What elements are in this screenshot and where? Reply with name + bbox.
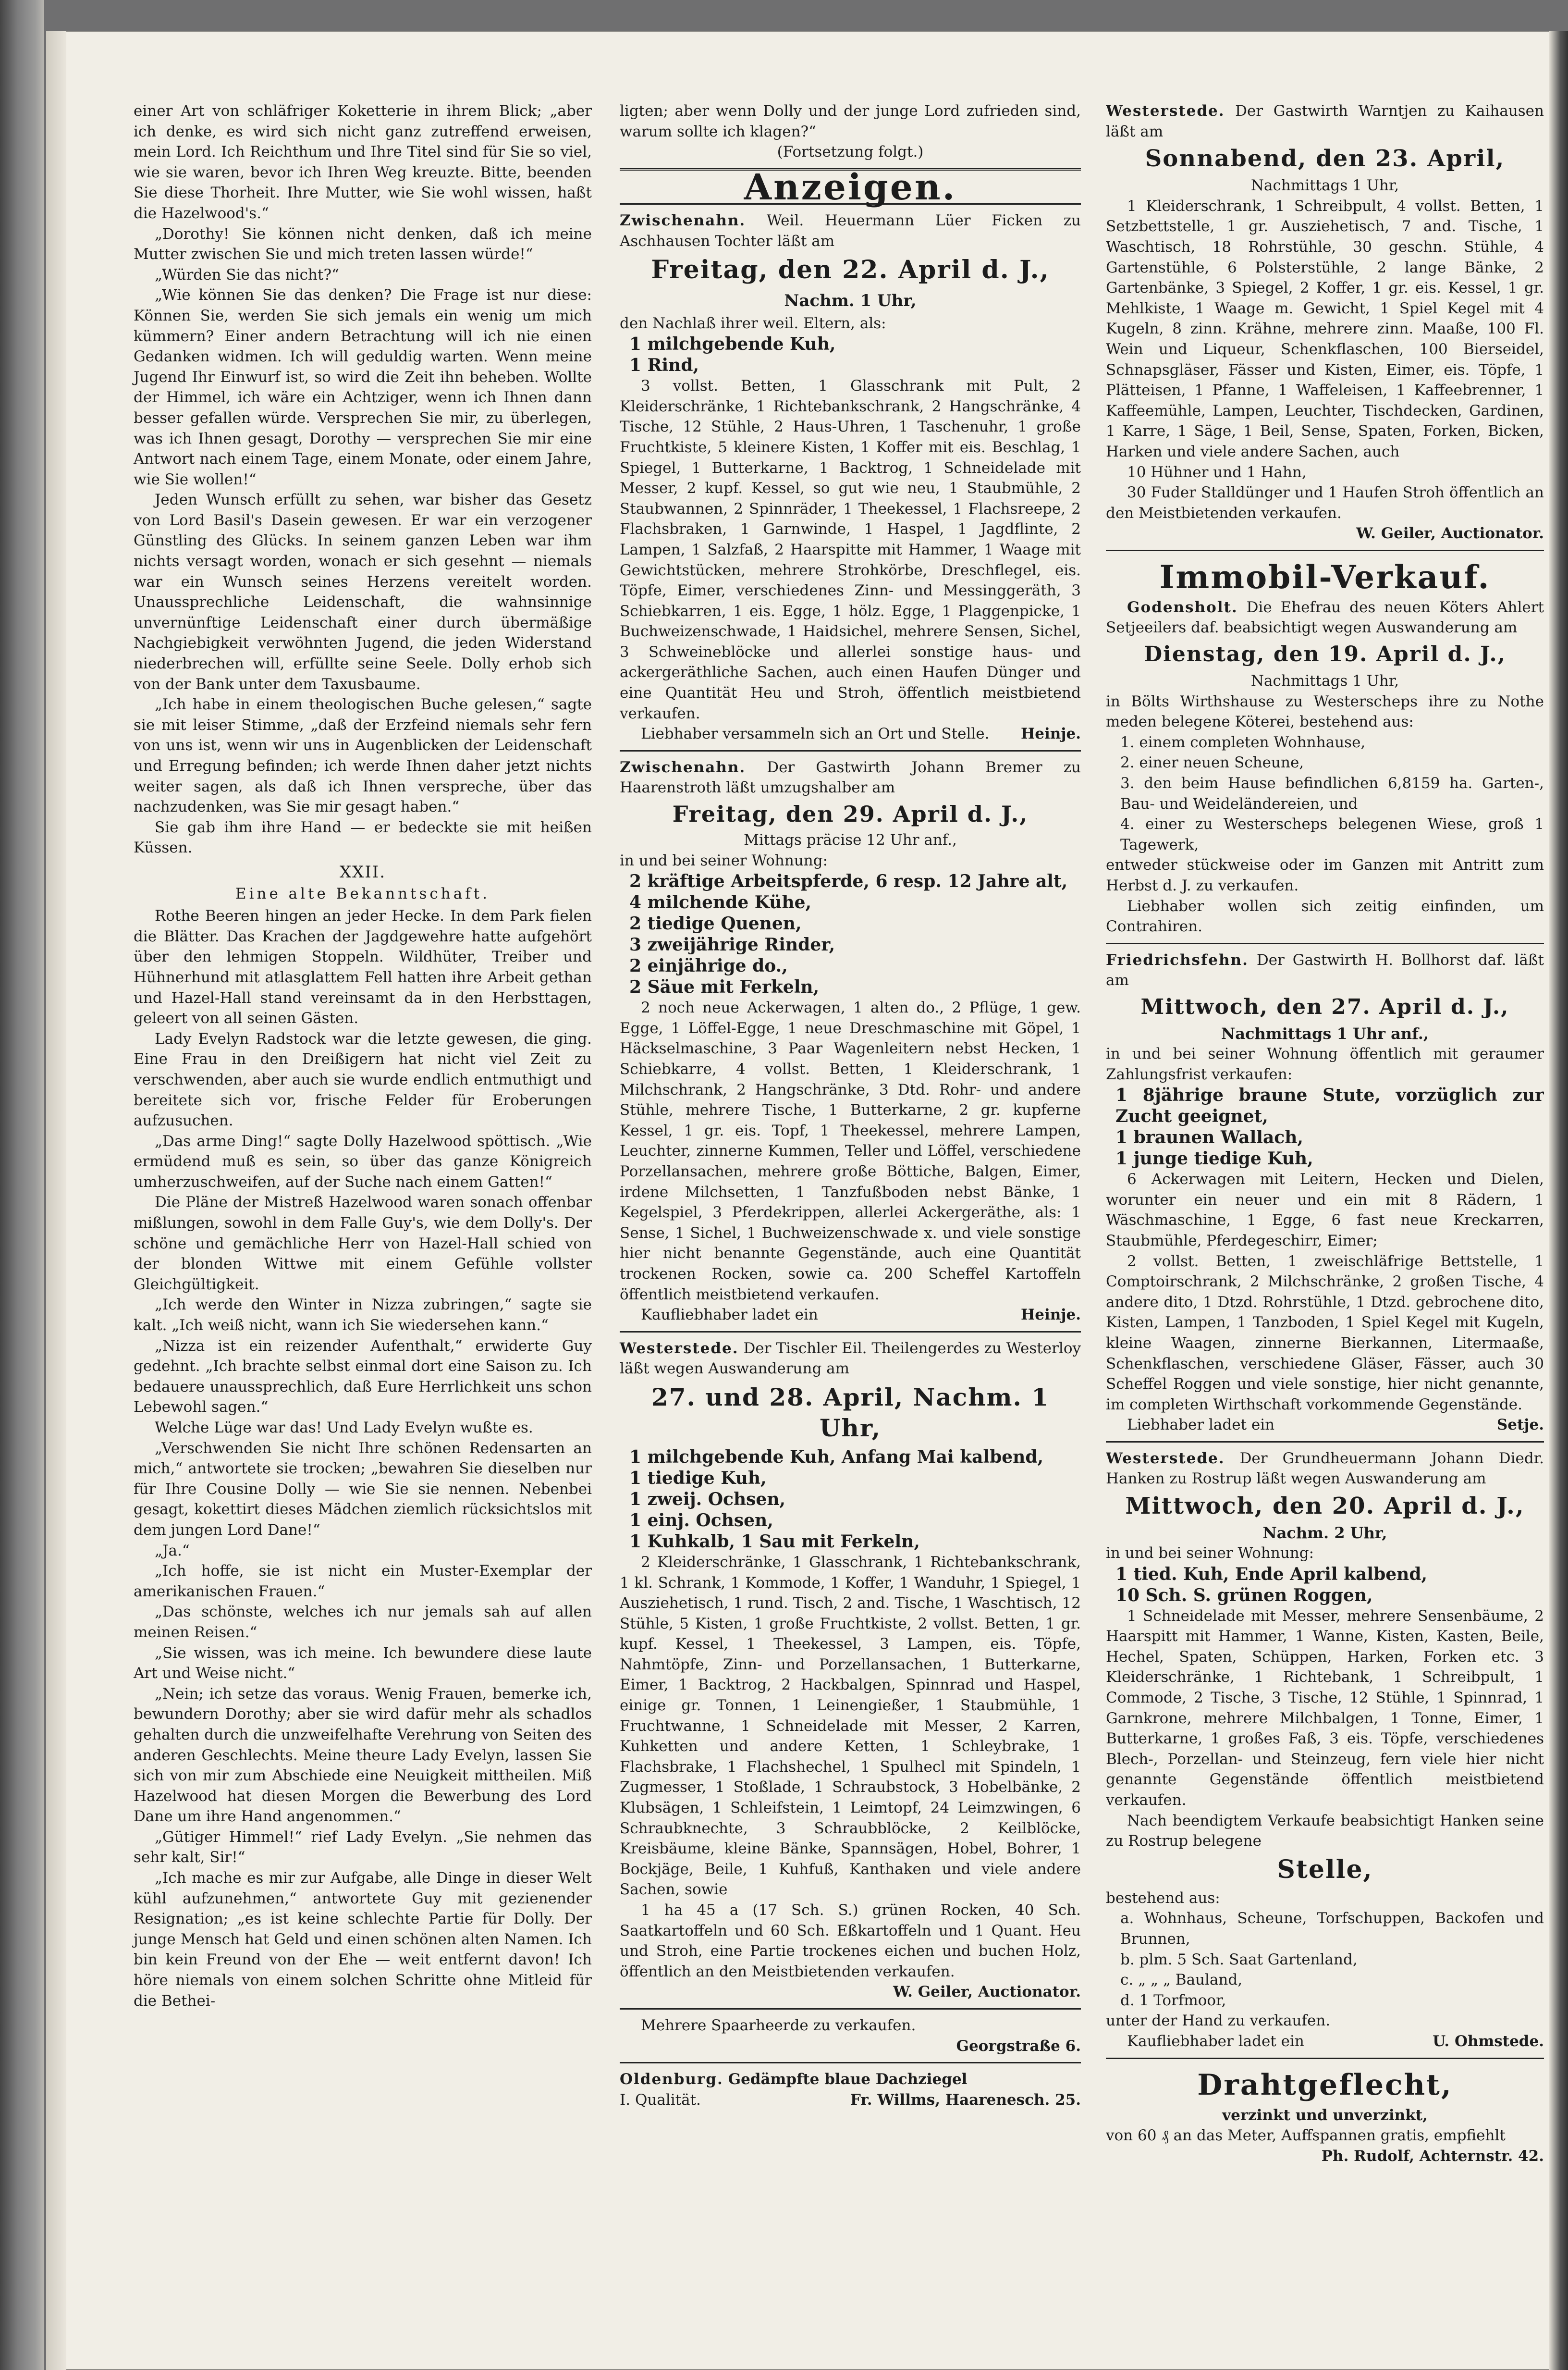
divider bbox=[620, 2008, 1081, 2010]
ad-intro: Weil. Heuermann Lüer Ficken zu Aschhausen Tochter läßt am bbox=[620, 212, 1081, 250]
ad-quality: I. Qualität. bbox=[620, 2091, 701, 2109]
story-paragraph: Jeden Wunsch erfüllt zu sehen, war bisher das Gesetz von Lord Basil's Dasein gewesen. Er war ein verzogener Günstling des Glücks. In seinem ganzen Leben war ihm nichts versagt worden, wonach er sich gesehnt — niemals war ein Wunsch seines Herzens vereitelt worden. Unaussprechliche Leidenschaft, die wahnsinnige unvernünftige Leidenschaft einer durch übermäßige Nachgiebigkeit verwöhnten Jugend, die jeden Widerstand niederbrechen will, erfüllte seine Seele. Dolly erhob sich von der Bank unter dem Taxusbaume. bbox=[134, 491, 592, 693]
story-paragraph: „Nizza ist ein reizender Aufenthalt,“ erwiderte Guy gedehnt. „Ich brachte selbst einmal dort eine Saison zu. Ich bedauere unaussprechlich, daß Eure Herrlichkeit uns schon Lebewohl sagen.“ bbox=[134, 1337, 592, 1416]
ad-item: 1 junge tiedige Kuh, bbox=[1115, 1148, 1313, 1169]
continued-note: (Fortsetzung folgt.) bbox=[777, 143, 924, 161]
ad-date: Freitag, den 29. April d. J., bbox=[672, 801, 1029, 827]
ad-closing: Liebhaber ladet ein bbox=[1127, 1416, 1275, 1434]
ad-intro: Der Gastwirth H. Bollhorst daf. läßt am bbox=[1106, 951, 1544, 989]
divider bbox=[620, 750, 1081, 752]
divider bbox=[620, 1331, 1081, 1333]
ad-friedrichsfehn-bollhorst bbox=[1106, 950, 1544, 1435]
ad-closing: Kaufliebhaber ladet ein bbox=[1127, 2032, 1304, 2050]
ad-place: Westerstede. bbox=[620, 1339, 739, 1357]
story-paragraph: Sie gab ihm ihre Hand — er bedeckte sie mit heißen Küssen. bbox=[134, 818, 592, 857]
list-item: d. 1 Torfmoor, bbox=[1120, 1991, 1226, 2009]
ad-date: 27. und 28. April, Nachm. 1 Uhr, bbox=[651, 1382, 1050, 1442]
ad-date: Dienstag, den 19. April d. J., bbox=[1143, 642, 1507, 667]
ad-date: Mittwoch, den 20. April d. J., bbox=[1125, 1493, 1525, 1520]
ad-body: 30 Fuder Stalldünger und 1 Haufen Stroh öffentlich an den Meistbietenden verkaufen. bbox=[1106, 484, 1544, 522]
story-paragraph: „Ich mache es mir zur Aufgabe, alle Dinge in dieser Welt kühl aufzunehmen,“ antwortete Guy mit gezienender Resignation; „es ist keine schlechte Partie für Dolly. Der junge Mensch hat Geld und einen schönen alten Namen. Ich bin kein Freund von der Ehe — weit entfernt davon! Ich höre niemals von einem solchen Schritte ohne Mitleid für die Bethei- bbox=[134, 1869, 592, 2010]
page-edge-right bbox=[1549, 31, 1568, 2370]
list-item: b. plm. 5 Sch. Saat Gartenland, bbox=[1120, 1950, 1358, 1968]
story-paragraph: „Würden Sie das nicht?“ bbox=[155, 266, 339, 284]
ad-body: 1 ha 45 a (17 Sch. S.) grünen Rocken, 40 Sch. Saatkartoffeln und 60 Sch. Eßkartoffeln und 1 Quant. Heu und Stroh, eine Partie trockenes eichen und buchen Holz, öffentlich an den Meistbietenden verkaufen. bbox=[620, 1901, 1081, 1980]
ad-body: 3 vollst. Betten, 1 Glasschrank mit Pult, 2 Kleiderschränke, 1 Richtebankschrank, 2 Hangschränke, 4 Tische, 12 Stühle, 2 Haus-Uhren, 1 Taschenuhr, 1 große Fruchtkiste, 5 kleinere Kisten, 1 Koffer mit eis. Beschlag, 1 Spiegel, 1 Butterkarne, 1 Backtrog, 1 Schneidelade mit Messer, 2 kupf. Kessel, so gut wie neu, 1 Staubmühle, 2 Staubwannen, 2 Spinnräder, 1 Theekessel, 1 Flachsreepe, 2 Flachsbraken, 1 Garnwinde, 1 Haspel, 1 Jagdflinte, 2 Lampen, 1 Salzfaß, 2 Haarspitte mit Hammer, 1 Waage mit Gewichtstücken, mehrere Strohkörbe, Dreschflegel, eis. Töpfe, Eimer, verschiedenes Zinn- und Messinggeräth, 3 Schiebkarren, 1 eis. Egge, 1 hölz. Egge, 1 Plaggenpicke, 1 Buchweizenschwade, 1 Haidsichel, mehrere Sensen, Sichel, 3 Schweineblöcke und allerlei sonstige haus- und ackergeräthliche Sachen, auch einen Haufen Dünger und eine Quantität Heu und Stroh, öffentlich meistbietend verkaufen. bbox=[620, 377, 1081, 722]
ad-lead: den Nachlaß ihrer weil. Eltern, als: bbox=[620, 314, 886, 332]
ad-item: 2 einjährige do., bbox=[629, 956, 788, 976]
ad-body: entweder stückweise oder im Ganzen mit Antritt zum Herbst d. J. zu verkaufen. bbox=[1106, 856, 1544, 894]
ad-signature: W. Geiler, Auctionator. bbox=[1356, 525, 1544, 543]
ad-item: 1 Kuhkalb, 1 Sau mit Ferkeln, bbox=[629, 1531, 920, 1552]
scan-background-left bbox=[0, 0, 44, 2370]
ad-zwischenahn-bremer bbox=[620, 757, 1081, 1325]
ad-signature: Georgstraße 6. bbox=[956, 2037, 1081, 2055]
ad-place: Friedrichsfehn. bbox=[1106, 951, 1249, 969]
ad-item: 2 Säue mit Ferkeln, bbox=[629, 977, 820, 998]
ad-item: 1 milchgebende Kuh, Anfang Mai kalbend, bbox=[629, 1446, 1044, 1467]
ad-text: Gedämpfte blaue Dachziegel bbox=[728, 2071, 968, 2088]
ad-place: Westerstede. bbox=[1106, 1449, 1225, 1467]
ad-place: Zwischenahn. bbox=[620, 212, 746, 230]
ad-signature: W. Geiler, Auctionator. bbox=[893, 1983, 1081, 2001]
ad-date: Mittwoch, den 27. April d. J., bbox=[1140, 994, 1509, 1019]
ad-westerstede-theilengerdes bbox=[620, 1338, 1081, 2002]
ad-body: Nach beendigtem Verkaufe beabsichtigt Hanken seine zu Rostrup belegene bbox=[1106, 1812, 1544, 1850]
ad-intro: Der Gastwirth Johann Bremer zu Haarenstroth läßt umzugshalber am bbox=[620, 758, 1081, 797]
ad-item: 1 tiedige Kuh, bbox=[629, 1468, 767, 1488]
story-paragraph: „Das schönste, welches ich nur jemals sah auf allen meinen Reisen.“ bbox=[134, 1603, 592, 1641]
ad-intro: Der Grundheuermann Johann Diedr. Hanken zu Rostrup läßt wegen Auswanderung am bbox=[1106, 1449, 1544, 1488]
ad-spaarheerde bbox=[620, 2015, 1081, 2056]
ad-item: 2 kräftige Arbeitspferde, 6 resp. 12 Jahre alt, bbox=[629, 871, 1068, 892]
ad-immobil-verkauf bbox=[1106, 557, 1544, 937]
ad-subtitle: verzinkt und unverzinkt, bbox=[1222, 2106, 1428, 2124]
ad-signature: Setje. bbox=[1496, 1416, 1544, 1434]
story-paragraph: „Nein; ich setze das voraus. Wenig Frauen, bemerke ich, bewundern Dorothy; aber sie wird dafür mehr als schadlos gehalten durch die unzweifelhafte Verehrung von Seiten des anderen Geschlechts. Meine theure Lady Evelyn, lassen Sie sich von mir zum Abschiede eine Neuigkeit mittheilen. Miß Hazelwood hat diesen Morgen die Bewerbung des Lord Dane um ihre Hand angenommen.“ bbox=[134, 1685, 592, 1826]
ad-lead: in Bölts Wirthshause zu Westerscheps ihre zu Nothe meden belegene Köterei, bestehend aus: bbox=[1106, 692, 1544, 731]
ad-zwischenahn-ficken bbox=[620, 210, 1081, 744]
list-item: c. „ „ „ Bauland, bbox=[1120, 1971, 1243, 1989]
ad-signature: Heinje. bbox=[1020, 725, 1081, 743]
ad-westerstede-warntjen bbox=[1106, 101, 1544, 544]
story-paragraph: „Wie können Sie das denken? Die Frage ist nur diese: Können Sie, werden Sie sich jemals ein wenig um mich kümmern? Einer andern Betrachtung will ich nie einen Gedanken widmen. Ich will geduldig warten. Wenn meine Jugend Ihr Einwurf ist, so wird die Zeit ihn beheben. Wollte der Himmel, ich wäre ein Achtziger, wenn ich Ihnen dann besser gefallen würde. Versprechen Sie mir, zu überlegen, was ich Ihnen gesagt, Dorothy — versprechen Sie mir eine Antwort nach einem Tage, einem Monate, oder einem Jahre, wie Sie wollen!“ bbox=[134, 286, 592, 488]
ad-text: Mehrere Spaarheerde zu verkaufen. bbox=[641, 2016, 916, 2034]
story-paragraph: Lady Evelyn Radstock war die letzte gewesen, die ging. Eine Frau in den Dreißigern hat nicht viel Zeit zu verschwenden, aber auch sie wurde endlich entmuthigt und bereitete sich vor, frische Felder für Eroberungen aufzusuchen. bbox=[134, 1030, 592, 1130]
ad-title: Immobil-Verkauf. bbox=[1159, 558, 1491, 596]
column-2-ads bbox=[620, 101, 1081, 2110]
ad-lead: in und bei seiner Wohnung: bbox=[1106, 1544, 1314, 1562]
ad-body: 1 Schneidelade mit Messer, mehrere Sensenbäume, 2 Haarspitt mit Hammer, 1 Wanne, Kisten, Kasten, Beile, Hechel, Spaten, Schüppen, Harken, Forken etc. 3 Kleiderschränke, 1 Richtebank, 1 Schreibpult, 1 Commode, 2 Tische, 3 Tische, 12 Stühle, 1 Spinnrad, 1 Garnkrone, mehrere Milchbalgen, 1 Tonne, Eimer, 1 Butterkarne, 1 großes Faß, 3 eis. Töpfe, verschiedenes Blech-, Porzellan- und Steinzeug, fern viele hier nicht genannte Gegenstände öffentlich meistbietend verkaufen. bbox=[1106, 1607, 1544, 1809]
chapter-title: Eine alte Bekanntschaft. bbox=[235, 885, 490, 902]
ad-body: von 60 ₰ an das Meter, Auffspannen gratis, empfiehlt bbox=[1106, 2127, 1506, 2145]
ad-closing: Liebhaber versammeln sich an Ort und Stelle. bbox=[641, 725, 990, 743]
ad-signature: U. Ohmstede. bbox=[1433, 2032, 1544, 2050]
story-paragraph: Die Pläne der Mistreß Hazelwood waren sonach offenbar mißlungen, sowohl in dem Falle Guy's, wie dem Dolly's. Der schöne und gemächliche Herr von Hazel-Hall schied von der blonden Wittwe mit einem Gefühle vollster Gleichgültigkeit. bbox=[134, 1194, 592, 1293]
list-item: a. Wohnhaus, Scheune, Torfschuppen, Backofen und Brunnen, bbox=[1120, 1910, 1544, 1948]
ad-item: 1 8jährige braune Stute, vorzüglich zur Zucht geeignet, bbox=[1115, 1085, 1544, 1127]
ad-intro: Die Ehefrau des neuen Köters Ahlert Setjeeilers daf. beabsichtigt wegen Auswanderung am bbox=[1106, 598, 1544, 637]
ad-place: Godensholt. bbox=[1127, 598, 1238, 616]
list-item: 1. einem completen Wohnhause, bbox=[1120, 733, 1366, 751]
page-gutter bbox=[46, 31, 66, 2370]
ad-body: 6 Ackerwagen mit Leitern, Hecken und Dielen, worunter ein neuer und ein mit 8 Rädern, 1 Wäschmaschine, 1 Egge, 6 fast neue Kreckarren, Staubmühle, Pferdegeschirr, Eimer; bbox=[1106, 1171, 1544, 1249]
story-paragraph: „Ich werde den Winter in Nizza zubringen,“ sagte sie kalt. „Ich weiß nicht, wann ich Sie wiedersehen kann.“ bbox=[134, 1296, 592, 1334]
story-paragraph: „Dorothy! Sie können nicht denken, daß ich meine Mutter zwischen Sie und mich treten lassen würde!“ bbox=[134, 225, 592, 263]
ad-place: Oldenburg. bbox=[620, 2071, 723, 2088]
ad-body: unter der Hand zu verkaufen. bbox=[1106, 2012, 1331, 2030]
ad-lead: in und bei seiner Wohnung öffentlich mit geraumer Zahlungsfrist verkaufen: bbox=[1106, 1045, 1544, 1083]
ad-item: 1 milchgebende Kuh, bbox=[629, 334, 836, 355]
ad-intro: Der Tischler Eil. Theilengerdes zu Westerloy läßt wegen Auswanderung am bbox=[620, 1339, 1081, 1378]
ad-item: 1 Rind, bbox=[629, 355, 699, 376]
ad-body: 1 Kleiderschrank, 1 Schreibpult, 4 vollst. Betten, 1 Setzbettstelle, 1 gr. Ausziehetisch, 7 and. Tische, 1 Waschtisch, 18 Rohrstühle, 30 geschn. Stühle, 4 Gartenstühle, 6 Polsterstühle, 2 lange Bänke, 2 Gartenbänke, 3 Spiegel, 2 Koffer, 1 gr. eis. Kessel, 1 gr. Mehlkiste, 1 Waage m. Gewicht, 1 Spiel Kegel mit 4 Kugeln, 8 zinn. Krähne, mehrere zinn. Maaße, 100 Fl. Wein und Liqueur, Schenkflaschen, 100 Bierseidel, Schnapsgläser, Fässer und Kisten, Eimer, eis. Töpfe, 1 Plätteisen, 1 Pfanne, 1 Waffeleisen, 1 Kaffeebrenner, 1 Kaffeemühle, Lampen, Leuchter, Tischdecken, Gardinen, 1 Karre, 1 Säge, 1 Beil, Sense, Spaten, Forken, Bicken, Harken und viele andere Sachen, auch bbox=[1106, 197, 1544, 460]
story-paragraph: Rothe Beeren hingen an jeder Hecke. In dem Park fielen die Blätter. Das Krachen der Jagdgewehre hatte aufgehört über den lehmigen Stoppeln. Wildhüter, Treiber und Hühnerhund mit atlasglattem Fell hatten ihre Arbeit gethan und Hazel-Hall stand vereinsamt da in den Herbsttagen, geleert von all seinen Gästen. bbox=[134, 907, 592, 1027]
ad-item: 1 tied. Kuh, Ende April kalbend, bbox=[1115, 1564, 1428, 1584]
ad-body: 2 Kleiderschränke, 1 Glasschrank, 1 Richtebankschrank, 1 kl. Schrank, 1 Kommode, 1 Koffer, 1 Wanduhr, 1 Spiegel, 1 Ausziehetisch, 1 rund. Tisch, 2 and. Tische, 1 Waschtisch, 12 Stühle, 5 Kisten, 1 große Fruchtkiste, 2 vollst. Betten, 1 gr. kupf. Kessel, 1 Theekessel, 3 Lampen, eis. Töpfe, Nahmtöpfe, Zinn- und Porzellansachen, 1 Butterkarne, Eimer, 1 Backtrog, 2 Hackbalgen, Spinnrad und Haspel, einige gr. Tonnen, 1 Leinengießer, 1 Staubmühle, 1 Fruchtwanne, 1 Schneidelade mit Messer, 2 Karren, Kuhketten und andere Ketten, 1 Schleybrake, 1 Flachsbrake, 1 Flachshechel, 1 Spulhecl mit Spindeln, 1 Zugmesser, 1 Stoßlade, 1 Schraubstock, 3 Hobelbänke, 2 Klubsägen, 1 Schleifstein, 1 Leimtopf, 24 Leimzwingen, 6 Schraubknechte, 3 Schraubblöcke, 2 Keilblöcke, Kreisbäume, kleine Bänke, Spannsägen, Hobel, Bohrer, 1 Bockjäge, Beile, 1 Kuhfuß, Kanthaken und viele andere Sachen, sowie bbox=[620, 1553, 1081, 1899]
ad-time: Nachm. 2 Uhr, bbox=[1262, 1524, 1387, 1543]
story-paragraph: „Verschwenden Sie nicht Ihre schönen Redensarten an mich,“ antwortete sie trocken; „bewahren Sie dieselben nur für Ihre Cousine Dolly — wie Sie sie nennen. Nebenbei gesagt, kokettirt dieses Mädchen ziemlich rücksichtslos mit dem jungen Lord Dane!“ bbox=[134, 1439, 592, 1539]
ad-date: Sonnabend, den 23. April, bbox=[1145, 145, 1505, 173]
ad-stelle: Stelle, bbox=[1277, 1854, 1373, 1884]
ad-item: 4 milchende Kühe, bbox=[629, 892, 812, 913]
ad-item: 1 einj. Ochsen, bbox=[629, 1510, 773, 1531]
ad-item: 3 zweijährige Rinder, bbox=[629, 935, 835, 955]
ad-lead: in und bei seiner Wohnung: bbox=[620, 852, 828, 869]
divider bbox=[1106, 550, 1544, 551]
ad-time: Nachmittags 1 Uhr, bbox=[1250, 672, 1399, 690]
chapter-number: XXII. bbox=[339, 862, 386, 882]
ad-item: 10 Sch. S. grünen Roggen, bbox=[1115, 1585, 1373, 1605]
divider bbox=[620, 2062, 1081, 2063]
ad-item: 2 tiedige Quenen, bbox=[629, 913, 802, 934]
story-paragraph: Welche Lüge war das! Und Lady Evelyn wußte es. bbox=[155, 1419, 533, 1436]
divider bbox=[1106, 2058, 1544, 2059]
list-item: 2. einer neuen Scheune, bbox=[1120, 754, 1304, 772]
story-paragraph: „Ja.“ bbox=[155, 1542, 190, 1559]
story-continuation: ligten; aber wenn Dolly und der junge Lord zufrieden sind, warum sollte ich klagen?“ bbox=[620, 102, 1081, 140]
ad-title: Drahtgeflecht, bbox=[1197, 2068, 1453, 2102]
ad-item: 1 zweij. Ochsen, bbox=[629, 1489, 786, 1509]
ad-body: 10 Hühner und 1 Hahn, bbox=[1127, 463, 1307, 481]
list-item: 4. einer zu Westerscheps belegenen Wiese, groß 1 Tagewerk, bbox=[1120, 815, 1544, 853]
story-paragraph: „Gütiger Himmel!“ rief Lady Evelyn. „Sie nehmen das sehr kalt, Sir!“ bbox=[134, 1828, 592, 1866]
ad-signature: Ph. Rudolf, Achternstr. 42. bbox=[1321, 2147, 1544, 2165]
ad-intro: Der Gastwirth Warntjen zu Kaihausen läßt am bbox=[1106, 102, 1544, 140]
ad-time: Mittags präcise 12 Uhr anf., bbox=[744, 831, 957, 849]
ad-body: 2 vollst. Betten, 1 zweischläfrige Bettstelle, 1 Comptoirschrank, 2 Milchschränke, 2 großen Tische, 4 andere dito, 1 Dtzd. Rohrstühle, 1 Dtzd. gebrochene dito, Kisten, Lampen, 1 Tanzboden, 1 Spiel Kegel mit Kugeln, kleine Waagen, zinnerne Bierkannen, Litermaaße, Schenkflaschen, verschiedene Gläser, Fässer, auch 30 Scheffel Roggen und viele sonstige, hier nicht genannte, im completen Wirthschaft vorkommende Gegenstände. bbox=[1106, 1252, 1544, 1413]
ad-oldenburg-dachziegel bbox=[620, 2069, 1081, 2110]
ad-firm: Fr. Willms, Haarenesch. 25. bbox=[850, 2091, 1081, 2109]
ad-list bbox=[1120, 1908, 1544, 2011]
ad-closing: Liebhaber wollen sich zeitig einfinden, um Contrahiren. bbox=[1106, 897, 1544, 936]
ad-date: Freitag, den 22. April d. J., bbox=[651, 255, 1050, 284]
ad-place: Zwischenahn. bbox=[620, 758, 746, 776]
section-title-anzeigen: Anzeigen. bbox=[744, 166, 957, 208]
divider bbox=[1106, 943, 1544, 944]
list-item: 3. den beim Hause befindlichen 6,8159 ha. Garten-, Bau- und Weideländereien, und bbox=[1120, 775, 1544, 813]
column-1-story bbox=[134, 101, 592, 2011]
ad-signature: Heinje. bbox=[1020, 1306, 1081, 1324]
ad-time: Nachmittags 1 Uhr, bbox=[1250, 177, 1399, 195]
story-paragraph: „Sie wissen, was ich meine. Ich bewundere diese laute Art und Weise nicht.“ bbox=[134, 1644, 592, 1682]
divider bbox=[1106, 1441, 1544, 1443]
ad-drahtgeflecht bbox=[1106, 2065, 1544, 2167]
ad-closing: Kaufliebhaber ladet ein bbox=[641, 1306, 818, 1324]
ad-list bbox=[1120, 732, 1544, 855]
ad-westerstede-hanken bbox=[1106, 1448, 1544, 2052]
ad-time: Nachmittags 1 Uhr anf., bbox=[1221, 1024, 1429, 1043]
ad-body: 2 noch neue Ackerwagen, 1 alten do., 2 Pflüge, 1 gew. Egge, 1 Löffel-Egge, 1 neue Dreschmaschine mit Göpel, 1 Häckselmaschine, 3 Paar Wagenleitern nebst Hecken, 1 Schiebkarre, 4 vollst. Betten, 1 Kleiderschrank, 1 Milchschrank, 2 Hangschränke, 3 Dtd. Rohr- und andere Stühle, mehrere Tische, 1 Butterkarne, 2 gr. kupferne Kessel, 1 gr. eis. Topf, 1 Theekessel, mehrere Lampen, Leuchter, zinnerne Kummen, Teller und Löffel, verschiedene Porzellansachen, mehrere große Böttiche, Balgen, Eimer, irdene Milchsetten, 1 Tanzfußboden nebst Bänke, 1 Kegelspiel, 3 Pferdekrippen, allerlei Ackergeräthe, als: 1 Sense, 1 Sichel, 1 Buchweizenschwade x. und viele sonstige hier nicht benannte Gegenstände, auch eine Quantität trockenen Rocken, sowie ca. 200 Scheffel Kartoffeln öffentlich meistbietend verkaufen. bbox=[620, 999, 1081, 1303]
ad-lead: bestehend aus: bbox=[1106, 1889, 1220, 1907]
ad-place: Westerstede. bbox=[1106, 102, 1225, 120]
story-paragraph: „Ich hoffe, sie ist nicht ein Muster-Exemplar der amerikanischen Frauen.“ bbox=[134, 1562, 592, 1600]
ad-time: Nachm. 1 Uhr, bbox=[784, 291, 917, 310]
story-paragraph: „Das arme Ding!“ sagte Dolly Hazelwood spöttisch. „Wie ermüdend muß es sein, so über das ganze Königreich umherzuschweifen, auf der Suche nach einem Gatten!“ bbox=[134, 1132, 592, 1191]
ad-item: 1 braunen Wallach, bbox=[1115, 1127, 1303, 1148]
story-paragraph: „Ich habe in einem theologischen Buche gelesen,“ sagte sie mit leiser Stimme, „daß der Erzfeind niemals sehr fern von uns ist, wenn wir uns in Augenblicken der Leidenschaft und Erregung befinden; ich werde Ihnen daher jetzt nichts weiter sagen, als daß ich Ihnen verspreche, über das nachzudenken, was Sie mir gesagt haben.“ bbox=[134, 696, 592, 816]
story-paragraph: einer Art von schläfriger Koketterie in ihrem Blick; „aber ich denke, es wird sich nicht ganz zutreffend erweisen, mein Lord. Ich Reichthum und Ihre Titel sind für Sie so viel, wie sie waren, bevor ich Ihren Weg kreuzte. Bitte, beenden Sie diese Thorheit. Ihre Mutter, wie Sie wohl wissen, haßt die Hazelwood's.“ bbox=[134, 102, 592, 222]
column-3-ads bbox=[1106, 101, 1544, 2166]
